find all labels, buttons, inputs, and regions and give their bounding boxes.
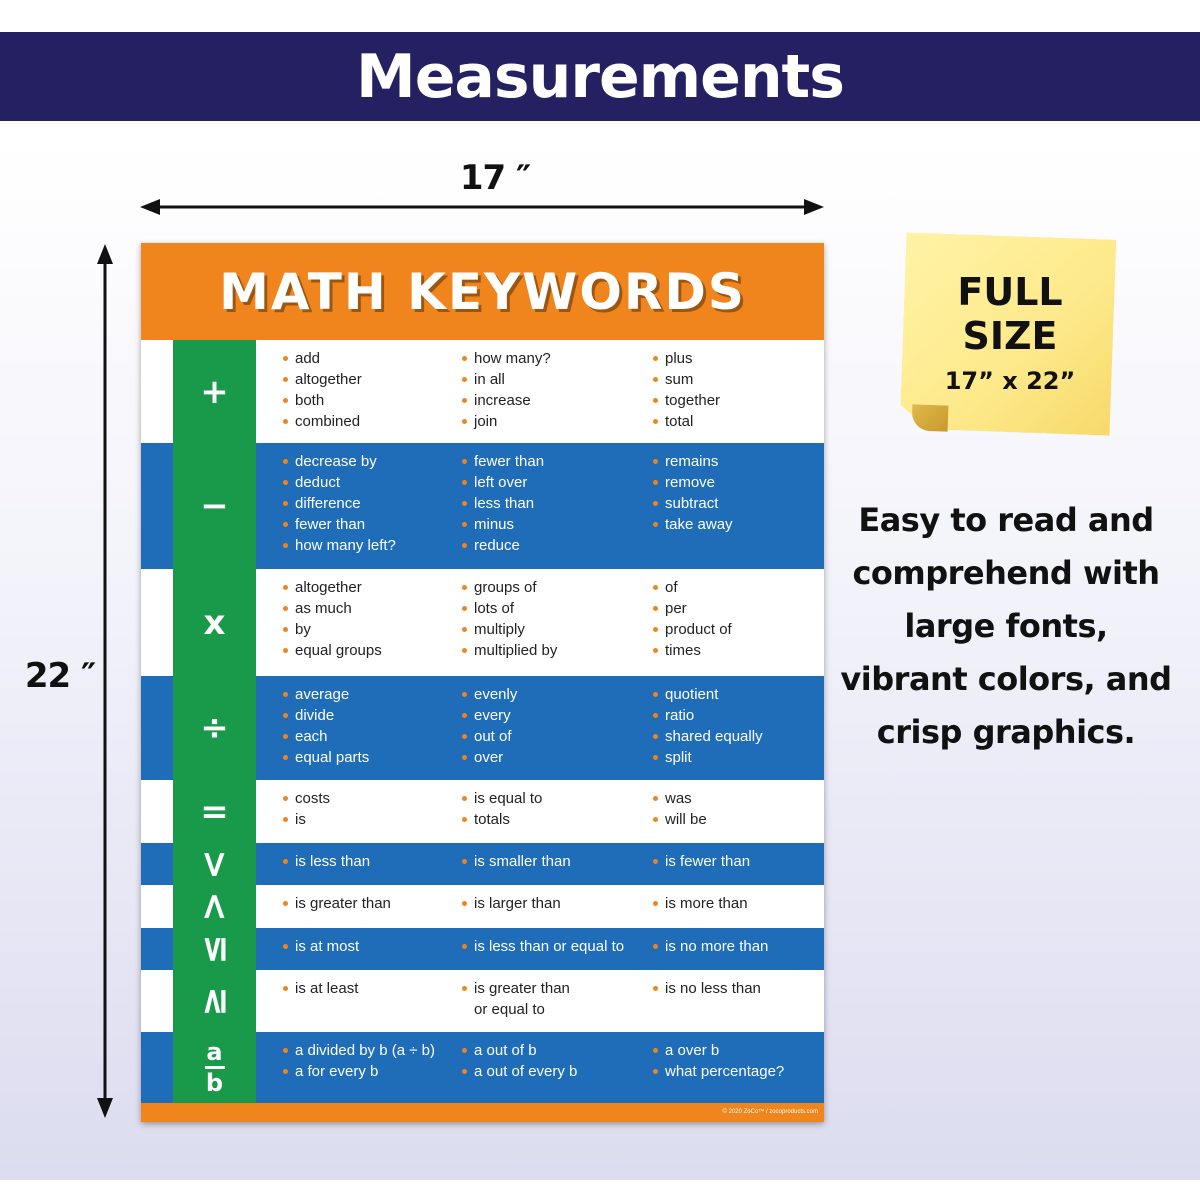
keyword-item: a out of every b: [462, 1061, 577, 1082]
keyword-row: [141, 340, 824, 443]
operation-symbol-text: ÷: [200, 708, 229, 748]
width-arrow: [140, 196, 824, 218]
keyword-item: evenly: [462, 684, 517, 705]
keyword-column: [462, 348, 551, 432]
keyword-item: what percentage?: [653, 1061, 784, 1082]
keyword-item: a out of b: [462, 1040, 577, 1061]
operation-symbol: [173, 843, 256, 885]
keyword-column: [653, 1040, 784, 1082]
poster-footer: [141, 1105, 824, 1122]
fraction-symbol: [205, 1040, 225, 1095]
keyword-item: divide: [283, 705, 369, 726]
operation-symbol-text: +: [200, 371, 229, 412]
keyword-column: [653, 936, 768, 957]
keyword-item: is equal to: [462, 788, 542, 809]
keyword-column: [462, 936, 624, 957]
keyword-item: how many?: [462, 348, 551, 369]
keyword-item: reduce: [462, 535, 544, 556]
operation-symbol: [173, 569, 256, 676]
keyword-item: minus: [462, 514, 544, 535]
sticky-note-size: 17” x 22”: [944, 367, 1076, 395]
keyword-item: how many left?: [283, 535, 396, 556]
height-dimension-label: 22 ″: [24, 656, 96, 696]
operation-symbol-text: >: [193, 891, 235, 922]
operation-symbol-text: ≥: [193, 985, 235, 1017]
keyword-column: [653, 684, 763, 768]
keyword-row: [141, 443, 824, 569]
keyword-item: will be: [653, 809, 707, 830]
operation-symbol: [173, 970, 256, 1032]
keyword-item: product of: [653, 619, 732, 640]
keyword-item: as much: [283, 598, 382, 619]
operation-symbol: [173, 676, 256, 780]
keyword-item: by: [283, 619, 382, 640]
poster-title: MATH KEYWORDS: [219, 262, 746, 321]
keyword-item: equal parts: [283, 747, 369, 768]
keyword-item: take away: [653, 514, 733, 535]
keyword-column: [283, 851, 370, 872]
keyword-item: every: [462, 705, 517, 726]
keyword-row: [141, 885, 824, 928]
operation-symbol-text: ≤: [193, 933, 235, 965]
keyword-column: [653, 348, 720, 432]
keyword-item: each: [283, 726, 369, 747]
blurb-line: vibrant colors, and: [840, 660, 1172, 698]
keyword-item: fewer than: [462, 451, 544, 472]
operation-symbol: [173, 885, 256, 928]
header-banner: [0, 32, 1200, 121]
keyword-item: totals: [462, 809, 542, 830]
keyword-item: is at most: [283, 936, 359, 957]
keyword-item: is less than or equal to: [462, 936, 624, 957]
keyword-item: lots of: [462, 598, 557, 619]
operation-symbol-text: =: [200, 791, 229, 832]
operation-symbol: [173, 340, 256, 443]
keyword-item: times: [653, 640, 732, 661]
fraction-numerator: a: [206, 1038, 223, 1066]
blurb-line: Easy to read and: [858, 501, 1154, 539]
keyword-column: [653, 851, 750, 872]
keyword-row: [141, 928, 824, 970]
keyword-column: [653, 451, 733, 535]
keyword-column: [462, 851, 571, 872]
keyword-column: [283, 893, 391, 914]
keyword-item: is greater than: [283, 893, 391, 914]
keyword-item: altogether: [283, 577, 382, 598]
keyword-rows: [141, 340, 824, 1103]
sticky-note-title: [910, 270, 1110, 358]
keyword-item: less than: [462, 493, 544, 514]
width-dimension-label: 17 ″: [459, 158, 531, 198]
blurb-line: large fonts,: [904, 607, 1108, 645]
feature-blurb: [840, 494, 1172, 759]
keyword-item: a for every b: [283, 1061, 435, 1082]
keyword-column: [283, 348, 362, 432]
math-keywords-poster: [141, 243, 824, 1122]
keyword-item: remove: [653, 472, 733, 493]
operation-symbol: [173, 1032, 256, 1103]
keyword-item: shared equally: [653, 726, 763, 747]
keyword-column: [283, 451, 396, 556]
keyword-item: is smaller than: [462, 851, 571, 872]
keyword-item: increase: [462, 390, 551, 411]
keyword-column: [462, 451, 544, 556]
keyword-item: add: [283, 348, 362, 369]
keyword-column: [283, 684, 369, 768]
keyword-item: is greater than: [462, 978, 570, 999]
keyword-item: in all: [462, 369, 551, 390]
sticky-note-curl: [912, 404, 949, 431]
keyword-item: out of: [462, 726, 517, 747]
keyword-item: split: [653, 747, 763, 768]
keyword-item: of: [653, 577, 732, 598]
keyword-row: [141, 843, 824, 885]
keyword-item: decrease by: [283, 451, 396, 472]
keyword-item: total: [653, 411, 720, 432]
keyword-item: a over b: [653, 1040, 784, 1061]
keyword-column: [653, 788, 707, 830]
sticky-title-line2: SIZE: [962, 314, 1058, 358]
keyword-column: [653, 893, 748, 914]
keyword-column: [283, 788, 330, 830]
keyword-column: [462, 788, 542, 830]
keyword-item: quotient: [653, 684, 763, 705]
keyword-item: is fewer than: [653, 851, 750, 872]
keyword-item: is larger than: [462, 893, 561, 914]
keyword-row: [141, 970, 824, 1032]
keyword-item: multiplied by: [462, 640, 557, 661]
keyword-column: [462, 893, 561, 914]
keyword-row: [141, 569, 824, 676]
keyword-item: equal groups: [283, 640, 382, 661]
operation-symbol: [173, 780, 256, 843]
operation-symbol-text: −: [200, 486, 229, 526]
keyword-row: [141, 1032, 824, 1103]
poster-header: [141, 243, 824, 340]
keyword-item: per: [653, 598, 732, 619]
blurb-line: crisp graphics.: [876, 713, 1136, 751]
keyword-row: [141, 676, 824, 780]
keyword-column: [283, 936, 359, 957]
operation-symbol-text: x: [203, 602, 226, 643]
keyword-column: [653, 577, 732, 661]
keyword-item: difference: [283, 493, 396, 514]
keyword-item: subtract: [653, 493, 733, 514]
copyright-text: © 2020 ZoCo™ / zocoproducts.com: [722, 1109, 818, 1115]
keyword-column: [462, 1040, 577, 1082]
sticky-title-line1: FULL: [957, 270, 1063, 314]
keyword-column: [283, 1040, 435, 1082]
operation-symbol: [173, 928, 256, 970]
keyword-column: [462, 577, 557, 661]
keyword-item: is less than: [283, 851, 370, 872]
keyword-column: [283, 978, 358, 999]
blurb-line: comprehend with: [852, 554, 1160, 592]
keyword-item: combined: [283, 411, 362, 432]
keyword-item: is no more than: [653, 936, 768, 957]
keyword-column: [283, 577, 382, 661]
keyword-item: plus: [653, 348, 720, 369]
keyword-item: average: [283, 684, 369, 705]
fraction-denominator: b: [205, 1069, 224, 1097]
keyword-item: a divided by b (a ÷ b): [283, 1040, 435, 1061]
keyword-column: [653, 978, 761, 999]
keyword-item: is no less than: [653, 978, 761, 999]
keyword-item: is more than: [653, 893, 748, 914]
keyword-row: [141, 780, 824, 843]
keyword-item: groups of: [462, 577, 557, 598]
keyword-item: fewer than: [283, 514, 396, 535]
keyword-column: [462, 684, 517, 768]
keyword-item: is: [283, 809, 330, 830]
keyword-item: left over: [462, 472, 544, 493]
keyword-item: multiply: [462, 619, 557, 640]
keyword-item: altogether: [283, 369, 362, 390]
keyword-item: deduct: [283, 472, 396, 493]
keyword-item: ratio: [653, 705, 763, 726]
keyword-item: is at least: [283, 978, 358, 999]
keyword-item: remains: [653, 451, 733, 472]
operation-symbol-text: <: [193, 848, 235, 880]
keyword-item: sum: [653, 369, 720, 390]
keyword-item: was: [653, 788, 707, 809]
operation-symbol: [173, 443, 256, 569]
keyword-column: [462, 978, 570, 1020]
keyword-item: or equal to: [474, 1001, 545, 1018]
height-arrow: [94, 244, 116, 1118]
banner-title: Measurements: [356, 41, 844, 112]
keyword-item: join: [462, 411, 551, 432]
keyword-item: costs: [283, 788, 330, 809]
keyword-item: over: [462, 747, 517, 768]
keyword-item: both: [283, 390, 362, 411]
keyword-item: together: [653, 390, 720, 411]
